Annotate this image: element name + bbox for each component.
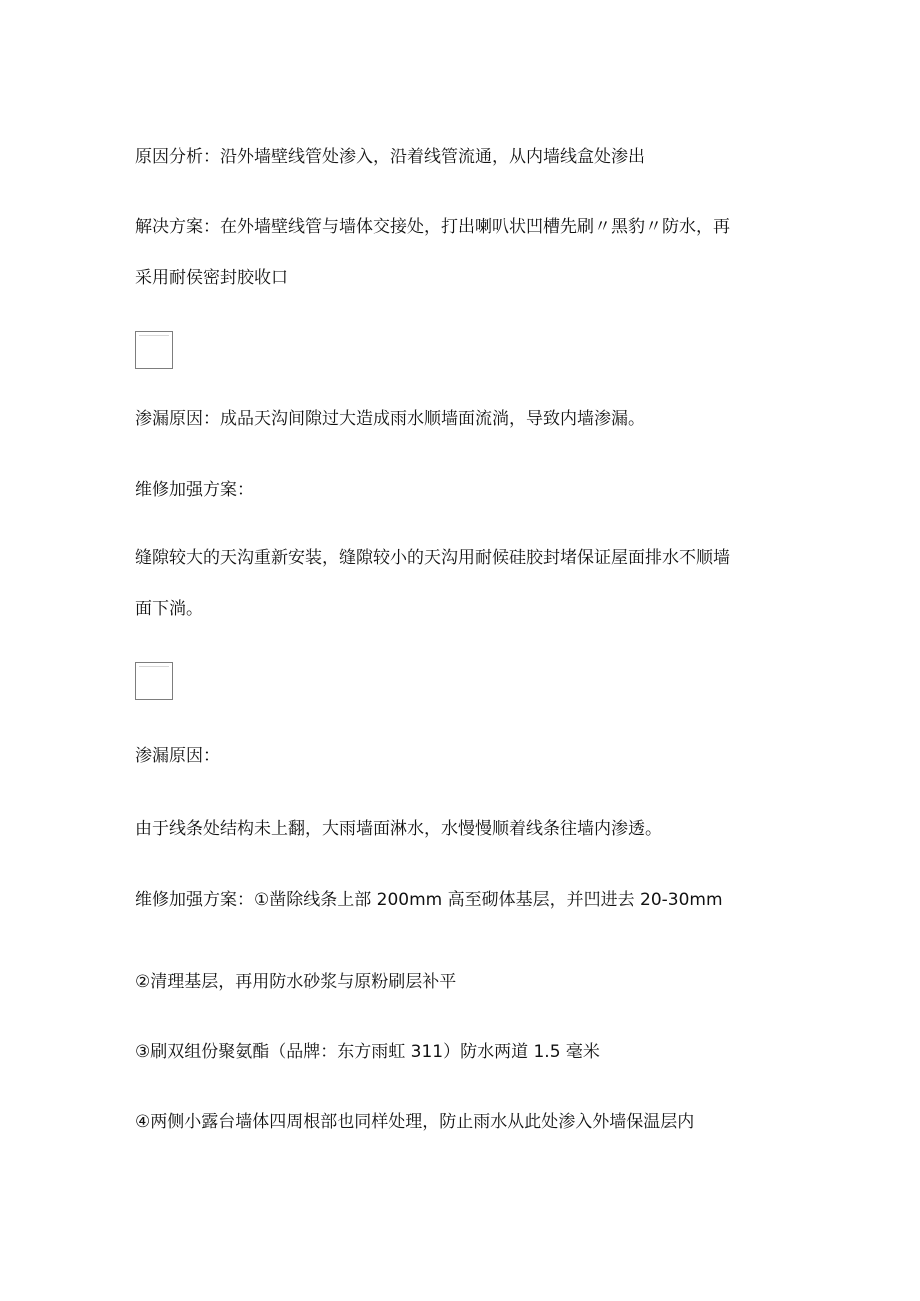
paragraph-reinforcement-step-2: ②清理基层，再用防水砂浆与原粉刷层补平 bbox=[135, 972, 457, 992]
image-placeholder-2 bbox=[135, 662, 173, 700]
paragraph-leak-cause-gutter: 渗漏原因：成品天沟间隙过大造成雨水顺墙面流淌，导致内墙渗漏。 bbox=[135, 409, 645, 429]
paragraph-leak-cause-title: 渗漏原因： bbox=[135, 746, 220, 766]
paragraph-reinforcement-step-4: ④两侧小露台墙体四周根部也同样处理，防止雨水从此处渗入外墙保温层内 bbox=[135, 1112, 695, 1132]
paragraph-reinforcement-title-1: 维修加强方案： bbox=[135, 480, 254, 500]
paragraph-leak-cause-detail: 由于线条处结构未上翻，大雨墙面淋水，水慢慢顺着线条往墙内渗透。 bbox=[135, 819, 662, 839]
paragraph-solution-line-2: 采用耐侯密封胶收口 bbox=[135, 268, 288, 288]
paragraph-gutter-fix-line-1: 缝隙较大的天沟重新安装，缝隙较小的天沟用耐候硅胶封堵保证屋面排水不顺墙 bbox=[135, 548, 730, 568]
paragraph-solution-line-1: 解决方案：在外墙壁线管与墙体交接处，打出喇叭状凹槽先刷〃黑豹〃防水，再 bbox=[135, 217, 730, 237]
paragraph-reinforcement-step-3: ③刷双组份聚氨酯（品牌：东方雨虹 311）防水两道 1.5 毫米 bbox=[135, 1042, 600, 1062]
paragraph-reinforcement-step-1: 维修加强方案：①凿除线条上部 200mm 高至砌体基层，并凹进去 20-30mm bbox=[135, 890, 723, 910]
paragraph-cause-analysis: 原因分析：沿外墙壁线管处渗入，沿着线管流通，从内墙线盒处渗出 bbox=[135, 147, 645, 167]
image-placeholder-1 bbox=[135, 331, 173, 369]
paragraph-gutter-fix-line-2: 面下淌。 bbox=[135, 599, 203, 619]
